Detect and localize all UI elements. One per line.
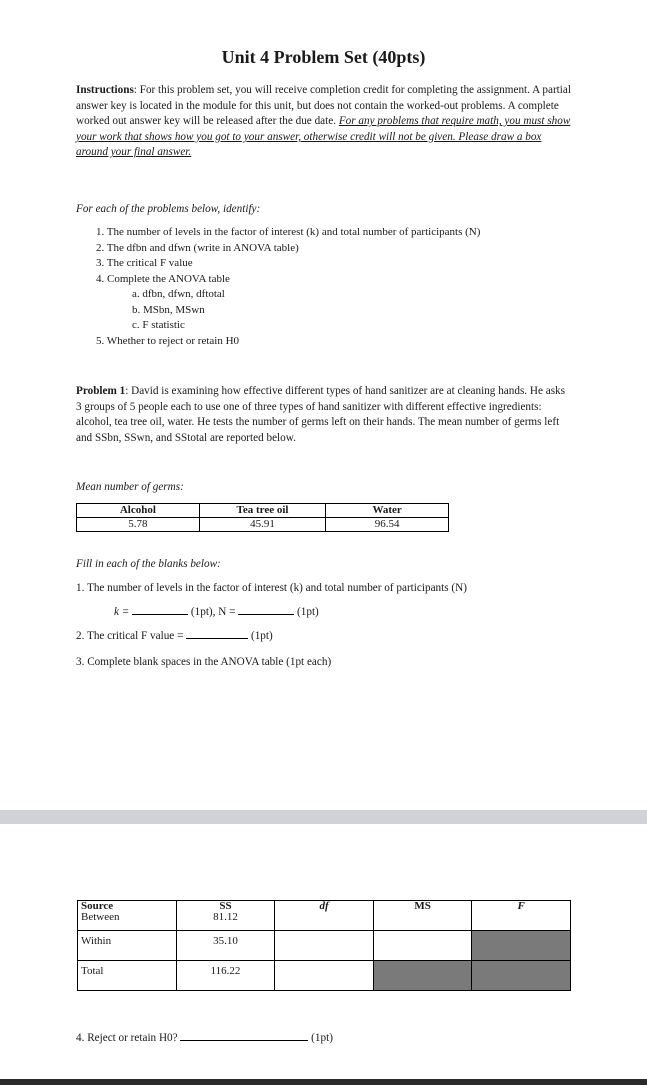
critical-f-blank[interactable] xyxy=(186,638,248,639)
anova-ms-total-blocked xyxy=(373,961,472,991)
means-caption: Mean number of germs: xyxy=(76,481,184,493)
identify-heading: For each of the problems below, identify: xyxy=(76,203,261,215)
reject-retain-points: (1pt) xyxy=(311,1032,333,1044)
n-points: (1pt) xyxy=(297,606,319,618)
anova-ss-within: 35.10 xyxy=(176,931,275,961)
instructions-emphasis: For any problems that require math, you must show your work that shows how you got to your answer, otherwise credit will not be given. Please draw a box around your final answer. xyxy=(76,115,571,159)
list-item: b. MSbn, MSwn xyxy=(132,303,205,316)
fill-question-1: 1. The number of levels in the factor of interest (k) and total number of participants (N) xyxy=(76,582,467,594)
anova-header-source: Source xyxy=(81,900,114,912)
list-item: 3. The critical F value xyxy=(96,257,193,269)
anova-df-between[interactable] xyxy=(275,901,374,931)
means-header: Water xyxy=(326,504,449,518)
k-label: k = xyxy=(114,606,133,618)
means-value: 45.91 xyxy=(199,518,325,532)
list-item: 2. The dfbn and dfwn (write in ANOVA table) xyxy=(96,241,299,254)
fill-question-3: 3. Complete blank spaces in the ANOVA table (1pt each) xyxy=(76,656,332,668)
means-value: 96.54 xyxy=(326,518,449,532)
list-item: 1. The number of levels in the factor of interest (k) and total number of participants (N) xyxy=(96,226,481,238)
list-item: c. F statistic xyxy=(132,319,185,331)
means-header: Tea tree oil xyxy=(199,504,325,518)
means-header: Alcohol xyxy=(77,504,200,518)
anova-source-between: Between xyxy=(81,911,120,923)
problem-1-text: : David is examining how effective different types of hand sanitizer are at cleaning hands. He asks 3 groups of 5 people each to use one of three types of hand sanitizer with different effective ingredients: alcohol, tea tree oil, water. He tests the number of germs left on their hands. The mean number of germs left and SSbn, SSwn, and SStotal are reported below. xyxy=(76,385,565,444)
anova-header-df: df xyxy=(319,900,329,912)
reject-retain-label: 4. Reject or retain H0? xyxy=(76,1032,181,1044)
anova-ms-between[interactable] xyxy=(373,901,472,931)
fill-k-line xyxy=(114,606,319,618)
anova-f-total-blocked xyxy=(472,961,571,991)
list-item: 5. Whether to reject or retain H0 xyxy=(96,334,240,347)
anova-df-within[interactable] xyxy=(275,931,374,961)
fill-question-2 xyxy=(76,630,273,642)
critical-f-points: (1pt) xyxy=(250,630,273,642)
problem-1-label: Problem 1 xyxy=(76,385,126,397)
problem-1-paragraph xyxy=(76,384,572,446)
n-blank[interactable] xyxy=(238,614,294,615)
document-title: Unit 4 Problem Set (40pts) xyxy=(221,47,426,67)
reject-retain-blank[interactable] xyxy=(180,1040,308,1041)
k-blank[interactable] xyxy=(132,614,188,615)
anova-f-between[interactable] xyxy=(472,901,571,931)
anova-f-within-blocked xyxy=(472,931,571,961)
k-points: (1pt), N = xyxy=(190,606,239,618)
anova-ss-cell xyxy=(176,901,275,931)
anova-source-total: Total xyxy=(78,961,177,991)
anova-df-total[interactable] xyxy=(275,961,374,991)
fill-question-4 xyxy=(76,1032,333,1044)
critical-f-label: 2. The critical F value = xyxy=(76,630,187,642)
page-separator xyxy=(0,810,647,824)
identify-list xyxy=(96,225,480,349)
anova-ss-between: 81.12 xyxy=(213,911,238,923)
means-value: 5.78 xyxy=(77,518,200,532)
anova-header-ms: MS xyxy=(414,900,431,912)
means-table xyxy=(76,503,449,532)
instructions-text: : For this problem set, you will receive completion credit for completing the assignment. A partial answer key is located in the module for this unit, but does not contain the worked-out problems. A complete worked out answer key will be released after the due date. xyxy=(76,84,571,128)
anova-ss-total: 116.22 xyxy=(176,961,275,991)
list-item: 4. Complete the ANOVA table xyxy=(96,272,230,285)
list-item: a. dfbn, dfwn, dftotal xyxy=(132,288,225,300)
anova-row-between xyxy=(78,901,177,931)
anova-source-within: Within xyxy=(78,931,177,961)
anova-header-f: F xyxy=(517,900,525,912)
fill-heading: Fill in each of the blanks below: xyxy=(76,558,221,570)
anova-ms-within[interactable] xyxy=(373,931,472,961)
instructions-paragraph xyxy=(76,83,572,161)
anova-table xyxy=(77,900,571,991)
bottom-edge xyxy=(0,1079,647,1085)
instructions-label: Instructions xyxy=(76,84,134,96)
anova-header-ss: SS xyxy=(219,900,232,912)
